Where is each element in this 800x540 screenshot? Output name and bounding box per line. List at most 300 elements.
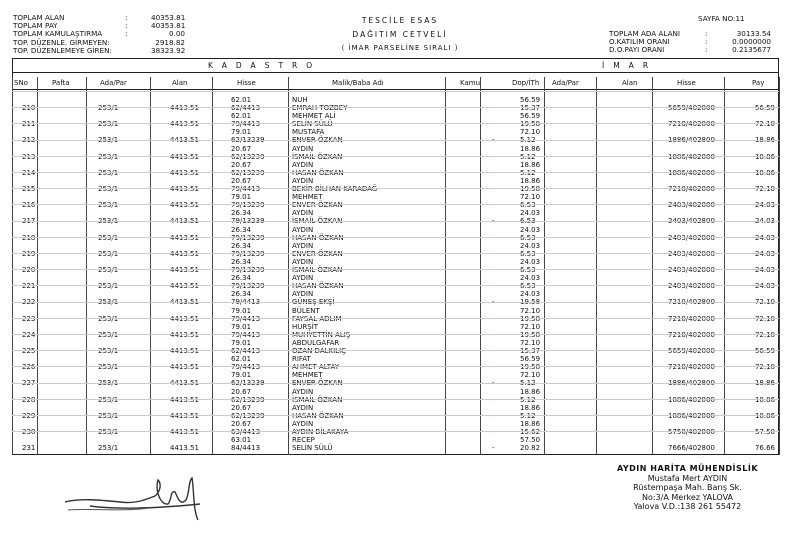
cell-sno: 222 [22, 298, 36, 307]
cell-dop-line1: 56.59 [520, 96, 541, 104]
cell-dop-line1: 18.86 [520, 420, 541, 428]
row-divider [12, 107, 779, 108]
cell-malik-line1: MEHMET [292, 193, 323, 202]
cell-kamu: - [492, 217, 495, 226]
cell-adapar: 253/1 [98, 201, 119, 210]
row-divider [12, 302, 779, 303]
cell-dop-line1: 72.10 [520, 193, 541, 202]
cell-alan: 4413.51 [170, 363, 199, 372]
cell-alan: 4413.51 [170, 444, 199, 453]
cell-imar-hisse: 7210/402800 [668, 298, 715, 307]
cell-kamu: - [492, 444, 495, 453]
cell-hisse-line2: 62/13239 [231, 379, 265, 388]
cell-adapar: 253/1 [98, 379, 119, 388]
cell-hisse-line1: 63.01 [231, 436, 252, 445]
cell-hisse-line2: 79/13239 [231, 266, 265, 274]
cell-kamu: - [492, 249, 495, 258]
cell-dop-line2: 19.58 [520, 314, 541, 323]
row-divider [12, 269, 779, 270]
cell-dop-line1: 24.03 [520, 290, 541, 299]
totals-label: TOP. DÜZENLEMEYE GİREN: [13, 45, 112, 55]
cell-hisse-line2: 79/4413 [231, 314, 261, 323]
cell-hisse-line1: 20.67 [231, 144, 252, 153]
cell-alan: 4413.51 [170, 120, 199, 129]
row-divider [12, 285, 779, 286]
cell-alan: 4413.51 [170, 314, 199, 323]
cell-dop-line2: 19.58 [520, 120, 541, 129]
cell-alan: 4413.51 [170, 233, 199, 242]
cell-pay: 57.50 [754, 428, 775, 436]
cell-malik-line2: ENVER ÖZKAN [292, 136, 343, 145]
cell-pay: 18.86 [754, 395, 775, 404]
doc-subtitle: DAĞITIM CETVELİ [352, 30, 448, 39]
cell-hisse-line1: 62.01 [231, 355, 252, 364]
cell-dop-line2: 6.53 [520, 249, 536, 258]
cell-imar-hisse: 2403/402800 [668, 217, 715, 226]
totals-label: TOPLAM PAY [13, 21, 58, 31]
cell-dop-line1: 56.59 [520, 112, 541, 121]
cell-adapar: 253/1 [98, 233, 119, 242]
totals-value: 40353.81 [151, 13, 186, 22]
cell-malik-line2: EMRAH TOZBEY [292, 104, 348, 112]
cell-sno: 224 [22, 330, 36, 339]
cell-dop-line2: 6.53 [520, 201, 536, 210]
row-divider [12, 399, 779, 400]
cell-malik-line1: NUH [292, 96, 308, 104]
cell-sno: 221 [22, 282, 36, 291]
cell-kamu: - [492, 266, 495, 274]
row-divider [12, 318, 779, 319]
cell-adapar: 253/1 [98, 411, 119, 420]
col-dopith: Dop/İTh [512, 79, 540, 87]
cell-dop-line2: 15.37 [520, 104, 541, 112]
cell-hisse-line1: 20.67 [231, 403, 252, 412]
cell-kamu: - [492, 104, 495, 112]
cell-malik-line2: MUHYETTİN ALIŞ [292, 330, 351, 339]
cell-pay: 24.03 [754, 249, 775, 258]
cell-malik-line1: AYDIN [292, 387, 314, 396]
table-row [0, 306, 800, 322]
col-pafta: Pafta [52, 79, 70, 87]
cell-dop-line2: 19.58 [520, 363, 541, 372]
cell-sno: 228 [22, 395, 36, 404]
cell-dop-line2: 15.62 [520, 428, 541, 436]
column-header-row [12, 77, 779, 90]
totals-label: TOPLAM KAMULAŞTIRMA [13, 29, 103, 39]
cell-adapar: 253/1 [98, 266, 119, 274]
stamp-street: Rüstempaşa Mah. Barış Sk. [633, 483, 742, 492]
cell-alan: 4413.51 [170, 217, 199, 226]
totals-sep: : [125, 21, 128, 31]
ratio-label: O.KATILIM ORANI [609, 37, 670, 47]
totals-value: 40353.81 [151, 21, 186, 31]
cell-hisse-line2: 79/13239 [231, 217, 265, 226]
cell-sno: 229 [22, 411, 36, 420]
table-row [0, 176, 800, 192]
cell-pay: 18.86 [754, 411, 775, 420]
section-band [12, 60, 779, 73]
ratio-sep: : [705, 37, 708, 47]
cell-pay: 24.03 [754, 201, 775, 210]
cell-hisse-line1: 20.67 [231, 387, 252, 396]
col-alan: Alan [172, 79, 188, 87]
cell-malik-line2: AYDIN BİLAKAYA [292, 428, 349, 436]
table-row [0, 95, 800, 111]
cell-malik-line2: GÜNEŞ EKŞİ [292, 298, 335, 307]
cell-malik-line2: ENVER ÖZKAN [292, 249, 343, 258]
cell-kamu: - [492, 428, 495, 436]
cell-hisse-line1: 79.01 [231, 339, 252, 347]
cell-hisse-line1: 26.34 [231, 225, 252, 234]
totals-right [609, 30, 771, 55]
cell-kamu: - [492, 411, 495, 420]
cell-adapar: 253/1 [98, 314, 119, 323]
row-divider [12, 253, 779, 254]
cell-imar-hisse: 7666/402800 [668, 444, 715, 453]
cell-dop-line1: 24.03 [520, 241, 541, 250]
cell-alan: 4413.51 [170, 282, 199, 291]
cell-malik-line1: ABDULGAFAR [292, 339, 340, 347]
row-divider [12, 366, 779, 367]
cell-adapar: 253/1 [98, 249, 119, 258]
cell-imar-hisse: 7210/402800 [668, 330, 715, 339]
cell-pay: 72.10 [754, 120, 775, 129]
table-row [0, 403, 800, 419]
cell-hisse-line2: 79/13239 [231, 249, 265, 258]
cell-malik-line1: RECEP [292, 436, 315, 445]
col-kamu: Kamu [460, 79, 481, 87]
totals-value: 38323.92 [151, 45, 186, 55]
cell-kamu: - [492, 152, 495, 161]
cell-malik-line2: AHMET ALTAY [292, 363, 339, 372]
cell-hisse-line1: 62.01 [231, 112, 252, 121]
cell-hisse-line1: 26.34 [231, 209, 252, 218]
cell-dop-line1: 72.10 [520, 306, 541, 315]
cell-dop-line1: 18.86 [520, 160, 541, 169]
row-divider [12, 123, 779, 124]
cell-alan: 4413.51 [170, 411, 199, 420]
row-divider [12, 350, 779, 351]
cell-dop-line1: 18.86 [520, 177, 541, 185]
table-row [0, 127, 800, 143]
cell-adapar: 253/1 [98, 185, 119, 193]
cell-dop-line2: 5.12 [520, 152, 536, 161]
cell-alan: 4413.51 [170, 136, 199, 145]
cell-dop-line2: 15.37 [520, 347, 541, 355]
cell-malik-line1: RIFAT [292, 355, 311, 364]
cell-dop-line1: 72.10 [520, 339, 541, 347]
cell-sno: 215 [22, 185, 36, 193]
cell-hisse-line1: 62.01 [231, 96, 252, 104]
cell-hisse-line2: 79/4413 [231, 120, 261, 129]
cell-hisse-line1: 20.67 [231, 177, 252, 185]
cell-malik-line2: SELİN SÜLÜ [292, 444, 333, 453]
cell-alan: 4413.51 [170, 379, 199, 388]
cell-malik-line2: İSMAİL ÖZKAN [292, 266, 343, 274]
col-malik: Malik/Baba Adı [332, 79, 384, 87]
cell-malik-line1: AYDIN [292, 403, 314, 412]
cell-sno: 223 [22, 314, 36, 323]
cell-malik-line2: ENVER ÖZKAN [292, 379, 343, 388]
cell-sno: 230 [22, 428, 36, 436]
table-row [0, 160, 800, 176]
totals-value: 2918.82 [155, 37, 185, 47]
cell-adapar: 253/1 [98, 347, 119, 355]
cell-adapar: 253/1 [98, 298, 119, 307]
cell-malik-line2: İSMAİL ÖZKAN [292, 217, 343, 226]
stamp-city: No:3/A Merkez YALOVA [642, 492, 733, 502]
row-divider [12, 156, 779, 157]
col-hisse: Hisse [237, 79, 256, 87]
doc-sort-note: ( İMAR PARSELİNE SIRALI ) [341, 44, 459, 52]
cell-kamu: - [492, 282, 495, 291]
stamp-name: Mustafa Mert AYDIN [647, 473, 728, 483]
cell-dop-line2: 19.58 [520, 330, 541, 339]
cell-adapar: 253/1 [98, 282, 119, 291]
cell-imar-hisse: 7210/402800 [668, 185, 715, 193]
totals-sep: : [125, 13, 128, 22]
cell-dop-line2: 19.58 [520, 185, 541, 193]
col-adapar: Ada/Par [100, 79, 127, 87]
cell-pay: 18.86 [754, 168, 775, 177]
totals-label: TOPLAM ALAN [13, 13, 65, 22]
ratio-value: 0.2135677 [732, 45, 771, 55]
cell-adapar: 253/1 [98, 168, 119, 177]
cell-sno: 217 [22, 217, 36, 226]
cell-dop-line2: 5.12 [520, 395, 536, 404]
cell-hisse-line1: 26.34 [231, 290, 252, 299]
cell-adapar: 253/1 [98, 120, 119, 129]
row-divider [12, 188, 779, 189]
cell-dop-line2: 19.58 [520, 298, 541, 307]
cell-malik-line2: İSMAİL ÖZKAN [292, 395, 343, 404]
cell-malik-line2: ENVER ÖZKAN [292, 201, 343, 210]
cell-malik-line2: OZAN DALKILIÇ [292, 347, 347, 355]
cell-adapar: 253/1 [98, 428, 119, 436]
table-row [0, 354, 800, 370]
cell-dop-line2: 6.53 [520, 233, 536, 242]
cell-imar-hisse: 5750/402800 [668, 428, 715, 436]
cell-hisse-line1: 26.34 [231, 241, 252, 250]
cell-adapar: 253/1 [98, 104, 119, 112]
table-row [0, 241, 800, 257]
cell-malik-line1: AYDIN [292, 420, 314, 428]
ratio-sep: : [705, 29, 708, 38]
cell-imar-hisse: 2403/402800 [668, 282, 715, 291]
cell-sno: 227 [22, 379, 36, 388]
cell-kamu: - [492, 298, 495, 307]
cell-kamu: - [492, 314, 495, 323]
cell-imar-hisse: 2403/402800 [668, 233, 715, 242]
row-divider [12, 221, 779, 222]
cell-kamu: - [492, 395, 495, 404]
cell-malik-line1: AYDIN [292, 274, 314, 283]
cell-hisse-line2: 79/4413 [231, 185, 261, 193]
row-divider [12, 237, 779, 238]
cell-sno: 216 [22, 201, 36, 210]
cell-hisse-line2: 62/13239 [231, 395, 265, 404]
cell-dop-line1: 24.03 [520, 209, 541, 218]
cell-pay: 72.10 [754, 185, 775, 193]
cell-pay: 76.66 [754, 444, 775, 453]
cell-adapar: 253/1 [98, 217, 119, 226]
cell-malik-line1: AYDIN [292, 209, 314, 218]
col-imar-alan: Alan [622, 79, 638, 87]
cell-dop-line2: 20.82 [520, 444, 541, 453]
cell-pay: 56.59 [754, 104, 775, 112]
table-row [0, 257, 800, 273]
cell-malik-line1: AYDIN [292, 144, 314, 153]
ratio-value: 0.0000000 [732, 37, 771, 47]
ratio-label: D.O.PAYI ORANI [609, 45, 665, 55]
cell-kamu: - [492, 347, 495, 355]
cell-alan: 4413.51 [170, 185, 199, 193]
cell-alan: 4413.51 [170, 152, 199, 161]
cell-dop-line2: 5.12 [520, 136, 536, 145]
row-divider [12, 204, 779, 205]
table-row [0, 419, 800, 435]
cell-kamu: - [492, 363, 495, 372]
table-row [0, 322, 800, 338]
cell-imar-hisse: 7210/402800 [668, 314, 715, 323]
totals-label: TOP. DÜZENLE. GİRMEYEN: [13, 37, 110, 47]
kadastro-label: KADASTRO [208, 61, 322, 70]
cell-malik-line1: AYDIN [292, 225, 314, 234]
cell-adapar: 253/1 [98, 444, 119, 453]
cell-malik-line2: SELİN SÜLÜ [292, 120, 333, 129]
cell-malik-line2: HASAN ÖZKAN [292, 411, 344, 420]
cell-malik-line1: BÜLENT [292, 306, 320, 315]
cell-dop-line2: 6.53 [520, 266, 536, 274]
cell-hisse-line2: 79/4413 [231, 298, 261, 307]
col-sno: SNo [14, 79, 28, 87]
cell-hisse-line1: 26.34 [231, 274, 252, 283]
cell-malik-line1: AYDIN [292, 258, 314, 266]
table-row [0, 225, 800, 241]
cell-dop-line1: 24.03 [520, 258, 541, 266]
cell-hisse-line1: 79.01 [231, 193, 252, 202]
cell-imar-hisse: 1886/402800 [668, 136, 715, 145]
cell-imar-hisse: 1886/402800 [668, 152, 715, 161]
table-row [0, 338, 800, 354]
signature-image [60, 470, 240, 525]
cell-hisse-line2: 62/4413 [231, 347, 261, 355]
cell-kamu: - [492, 330, 495, 339]
cell-malik-line1: AYDIN [292, 160, 314, 169]
cell-imar-hisse: 2403/402800 [668, 201, 715, 210]
cell-alan: 4413.51 [170, 104, 199, 112]
totals-value: 0.00 [168, 29, 185, 39]
cell-pay: 18.86 [754, 136, 775, 145]
cell-pay: 72.10 [754, 330, 775, 339]
cell-hisse-line1: 79.01 [231, 371, 252, 380]
cell-dop-line1: 18.86 [520, 403, 541, 412]
cell-adapar: 253/1 [98, 152, 119, 161]
cell-imar-hisse: 1886/402800 [668, 168, 715, 177]
cell-adapar: 253/1 [98, 395, 119, 404]
cell-pay: 24.03 [754, 233, 775, 242]
cell-imar-hisse: 5659/402800 [668, 104, 715, 112]
cell-hisse-line2: 63/4413 [231, 428, 261, 436]
cell-pay: 72.10 [754, 314, 775, 323]
cell-hisse-line2: 79/4413 [231, 330, 261, 339]
doc-title: TESCİLE ESAS [361, 16, 439, 25]
table-row [0, 289, 800, 305]
cell-hisse-line1: 79.01 [231, 306, 252, 315]
table-row [0, 435, 800, 451]
table-row [0, 370, 800, 386]
cell-malik-line2: HASAN ÖZKAN [292, 168, 344, 177]
cell-imar-hisse: 1886/402800 [668, 411, 715, 420]
cell-hisse-line2: 79/4413 [231, 363, 261, 372]
page-number: SAYFA NO:11 [698, 14, 745, 23]
table-row [0, 387, 800, 403]
cell-alan: 4413.51 [170, 266, 199, 274]
col-imar-adapar: Ada/Par [552, 79, 579, 87]
totals-sep: : [125, 29, 128, 39]
stamp-company: AYDIN HARİTA MÜHENDİSLİK [616, 464, 759, 473]
cell-imar-hisse: 7210/402800 [668, 120, 715, 129]
cell-imar-hisse: 7210/402800 [668, 363, 715, 372]
cell-sno: 220 [22, 266, 36, 274]
row-divider [12, 172, 779, 173]
cell-malik-line2: FAYSAL ADLIM [292, 314, 342, 323]
imar-label: İMAR [602, 61, 658, 70]
cell-imar-hisse: 2403/402800 [668, 266, 715, 274]
col-imar-hisse: Hisse [677, 79, 696, 87]
row-divider [12, 431, 779, 432]
cell-malik-line1: AYDIN [292, 290, 314, 299]
cell-dop-line2: 6.53 [520, 282, 536, 291]
cell-dop-line1: 56.59 [520, 355, 541, 364]
cell-alan: 4413.51 [170, 395, 199, 404]
cell-malik-line1: AYDIN [292, 241, 314, 250]
cell-sno: 214 [22, 168, 36, 177]
cell-sno: 218 [22, 233, 36, 242]
cell-hisse-line2: 79/13239 [231, 282, 265, 291]
cell-sno: 210 [22, 104, 36, 112]
cell-pay: 24.03 [754, 266, 775, 274]
cell-alan: 4413.51 [170, 330, 199, 339]
cell-kamu: - [492, 185, 495, 193]
row-divider [12, 334, 779, 335]
cell-hisse-line1: 79.01 [231, 322, 252, 331]
cell-hisse-line2: 62/13239 [231, 411, 265, 420]
stamp-tax: Yalova V.D.:138 261 55472 [633, 502, 742, 511]
cell-malik-line2: HASAN ÖZKAN [292, 233, 344, 242]
row-divider [12, 383, 779, 384]
cell-dop-line1: 72.10 [520, 371, 541, 380]
cell-malik-line1: MEHMET [292, 371, 323, 380]
cell-dop-line1: 72.10 [520, 322, 541, 331]
table-row [0, 273, 800, 289]
cell-dop-line1: 24.03 [520, 274, 541, 283]
cell-hisse-line2: 62/4413 [231, 104, 261, 112]
cell-sno: 211 [22, 120, 36, 129]
table-row [0, 192, 800, 208]
cell-kamu: - [492, 379, 495, 388]
cell-pay: 72.10 [754, 298, 775, 307]
cell-pay: 18.86 [754, 152, 775, 161]
cell-hisse-line2: 84/4413 [231, 444, 261, 453]
cell-alan: 4413.51 [170, 168, 199, 177]
cell-sno: 226 [22, 363, 36, 372]
cell-hisse-line2: 62/13239 [231, 152, 265, 161]
cell-dop-line2: 5.12 [520, 411, 536, 420]
cell-hisse-line2: 79/13239 [231, 201, 265, 210]
cell-dop-line2: 5.12 [520, 379, 536, 388]
cell-malik-line1: MUSTAFA [292, 128, 325, 137]
